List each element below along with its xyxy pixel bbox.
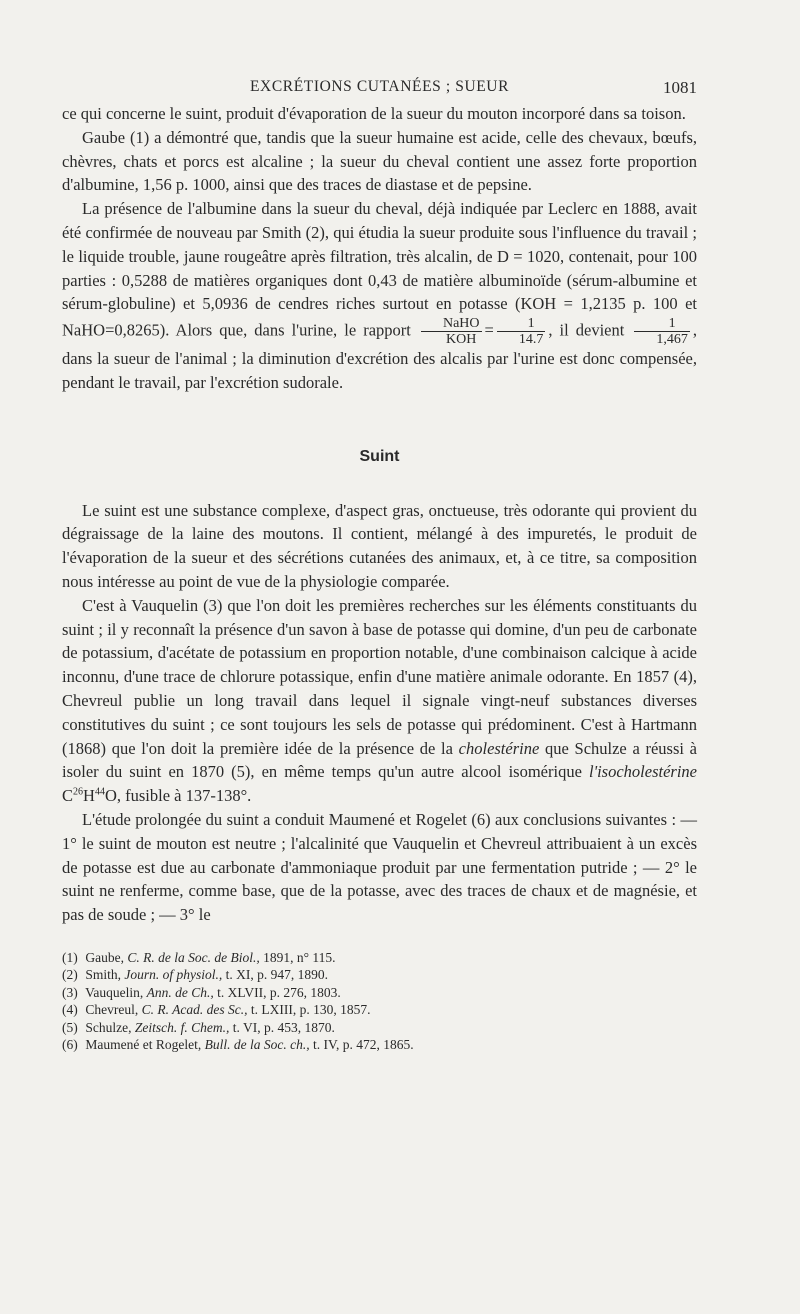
paragraph-2: Gaube (1) a démontré que, tandis que la sueur humaine est acide, celle des chevaux, bœufs, chèvres, chats et porcs est alcaline ; la sueur du cheval contient une assez forte proportion d'albumine, 1,56 p. 1000, ainsi que des traces de diastase et de pepsine. (62, 127, 697, 195)
formula-sup-26: 26 (73, 786, 84, 798)
footnote (62, 984, 697, 1002)
page-number: 1081 (663, 78, 697, 97)
italic-term-cholesterine: cholestérine (458, 738, 540, 758)
formula-h: H (83, 786, 95, 806)
footnote (62, 1019, 697, 1037)
footnote-details: t. LXIII, p. 130, 1857. (250, 1002, 371, 1018)
footnote-source: Bull. de la Soc. ch., (204, 1037, 310, 1053)
running-head: EXCRÉTIONS CUTANÉES ; SUEUR (249, 78, 510, 95)
footnote (62, 1036, 697, 1054)
paragraph-1: ce qui concerne le suint, produit d'évaporation de la sueur du mouton incorporé dans sa toison. (62, 104, 686, 123)
frac-denominator: 14.7 (518, 332, 544, 348)
footnote-details: t. XI, p. 947, 1890. (225, 967, 329, 983)
footnote-source: Zeitsch. f. Chem., (134, 1019, 230, 1035)
footnote-details: t. XLVII, p. 276, 1803. (217, 984, 341, 1000)
footnote-author: Vauquelin, (85, 984, 144, 1000)
footnote-source: C. R. de la Soc. de Biol., (127, 949, 260, 965)
section-title: Suint (359, 447, 400, 465)
paragraph-4: Le suint est une substance complexe, d'aspect gras, onctueuse, très odorante qui provient du dégraissage de la laine des moutons. Il contient, mélangé à des impuretés, le produit de l'évaporation de la sueur et des sécrétions cutanées des animaux, et, à ce titre, sa composition nous intéresse au point de vue de la physiologie comparée. (62, 500, 697, 591)
footnote-author: Chevreul, (85, 1002, 139, 1018)
paragraph-5-text-c: , fusible à 137-138°. (116, 786, 252, 806)
equals-sign: = (484, 320, 494, 340)
frac-numerator: NaHO (421, 316, 482, 332)
formula-c: C (62, 786, 74, 806)
footnote-number: (3) (62, 984, 78, 1000)
footnote-number: (2) (62, 967, 78, 983)
footnote (62, 949, 697, 967)
footnote-number: (1) (62, 949, 78, 965)
footnote-source: Journ. of physiol., (124, 967, 223, 983)
frac-denominator: 1,467 (656, 332, 688, 348)
ratio-urine (497, 316, 546, 347)
italic-term-isocholesterine: l'isocholestérine (588, 762, 697, 782)
footnote-author: Maumené et Rogelet, (85, 1037, 202, 1053)
footnote-number: (6) (62, 1037, 78, 1053)
frac-numerator: 1 (634, 316, 690, 332)
ratio-sweat (634, 316, 690, 347)
page-header (62, 72, 697, 102)
footnote-author: Gaube, (85, 949, 124, 965)
footnote-details: t. IV, p. 472, 1865. (312, 1037, 414, 1053)
frac-numerator: 1 (497, 316, 546, 332)
footnotes (62, 949, 697, 1054)
paragraph-5-text-a: C'est à Vauquelin (3) que l'on doit les premières recherches sur les éléments constituants du suint ; il y reconnaît la présence d'un savon à base de potasse qui domine, d'un peu de carbonate de potassium, d'acétate de potassium en proportion notable, d'une combinaison calcique à acide inconnu, d'une trace de chlorure potassique, enfin d'une matière animale odorante. En 1857 (4), Chevreul publie un long travail dans lequel il signale vingt-neuf substances diverses constitutives du suint ; ce sont toujours les sels de potasse qui prédominent. C'est à Hartmann (1868) que l'on doit la première idée de la présence de la (62, 595, 697, 758)
footnote-number: (4) (62, 1002, 78, 1018)
ratio-naho-koh (421, 316, 482, 347)
paragraph-5-text-b: que Schulze a réussi à isoler du suint en 1870 (5), en même temps qu'un autre alcool isomérique (62, 738, 698, 782)
footnote-source: C. R. Acad. des Sc., (141, 1002, 248, 1018)
footnote-author: Smith, (85, 967, 122, 983)
formula-sup-44: 44 (94, 786, 105, 798)
footnote-number: (5) (62, 1019, 78, 1035)
page (62, 72, 697, 1054)
frac-denominator: KOH (446, 332, 477, 348)
paragraph-3-text-b: , il devient (548, 320, 625, 340)
chemical-formula (62, 786, 117, 805)
formula-o: O (104, 786, 117, 806)
footnote-author: Schulze, (85, 1019, 132, 1035)
footnote (62, 1001, 697, 1019)
paragraph-6: L'étude prolongée du suint a conduit Maumené et Rogelet (6) aux conclusions suivantes : — 1° le suint de mouton est neutre ; l'alcalinité que Vauquelin et Chevreul attribuaient à un excès de potasse est due au carbonate d'ammoniaque produit par une fermentation putride ; — 2° le suint ne renferme, comme base, que de la potasse, avec des traces de chaux et de magnésie, et pas de soude ; — 3° le (62, 809, 697, 925)
footnote-details: t. VI, p. 453, 1870. (232, 1019, 335, 1035)
body-text (62, 102, 697, 927)
footnote (62, 966, 697, 984)
paragraph-3-text-a: La présence de l'albumine dans la sueur du cheval, déjà indiquée par Leclerc en 1888, avait été confirmée de nouveau par Smith (2), qui étudia la sueur produite sous l'influence du travail ; le liquide trouble, jaune rougeâtre après filtration, très alcalin, de D = 1020, contenait, pour 100 parties : 0,5288 de matières organiques dont 0,43 de matière albuminoïde (sérum-albumine et sérum-globuline) et 5,0936 de cendres riches surtout en potasse (KOH = 1,2135 p. 100 et NaHO=0,8265). Alors que, dans l'urine, le rapport (62, 199, 697, 340)
paragraph-3-text-c: , dans la sueur de l'animal ; la diminution d'excrétion des alcalis par l'urine est donc compensée, pendant le travail, par l'excrétion sudorale. (62, 320, 698, 392)
paragraph-3 (62, 197, 697, 395)
footnote-details: 1891, n° 115. (263, 949, 336, 965)
footnote-source: Ann. de Ch., (146, 984, 214, 1000)
paragraph-5 (62, 594, 697, 808)
